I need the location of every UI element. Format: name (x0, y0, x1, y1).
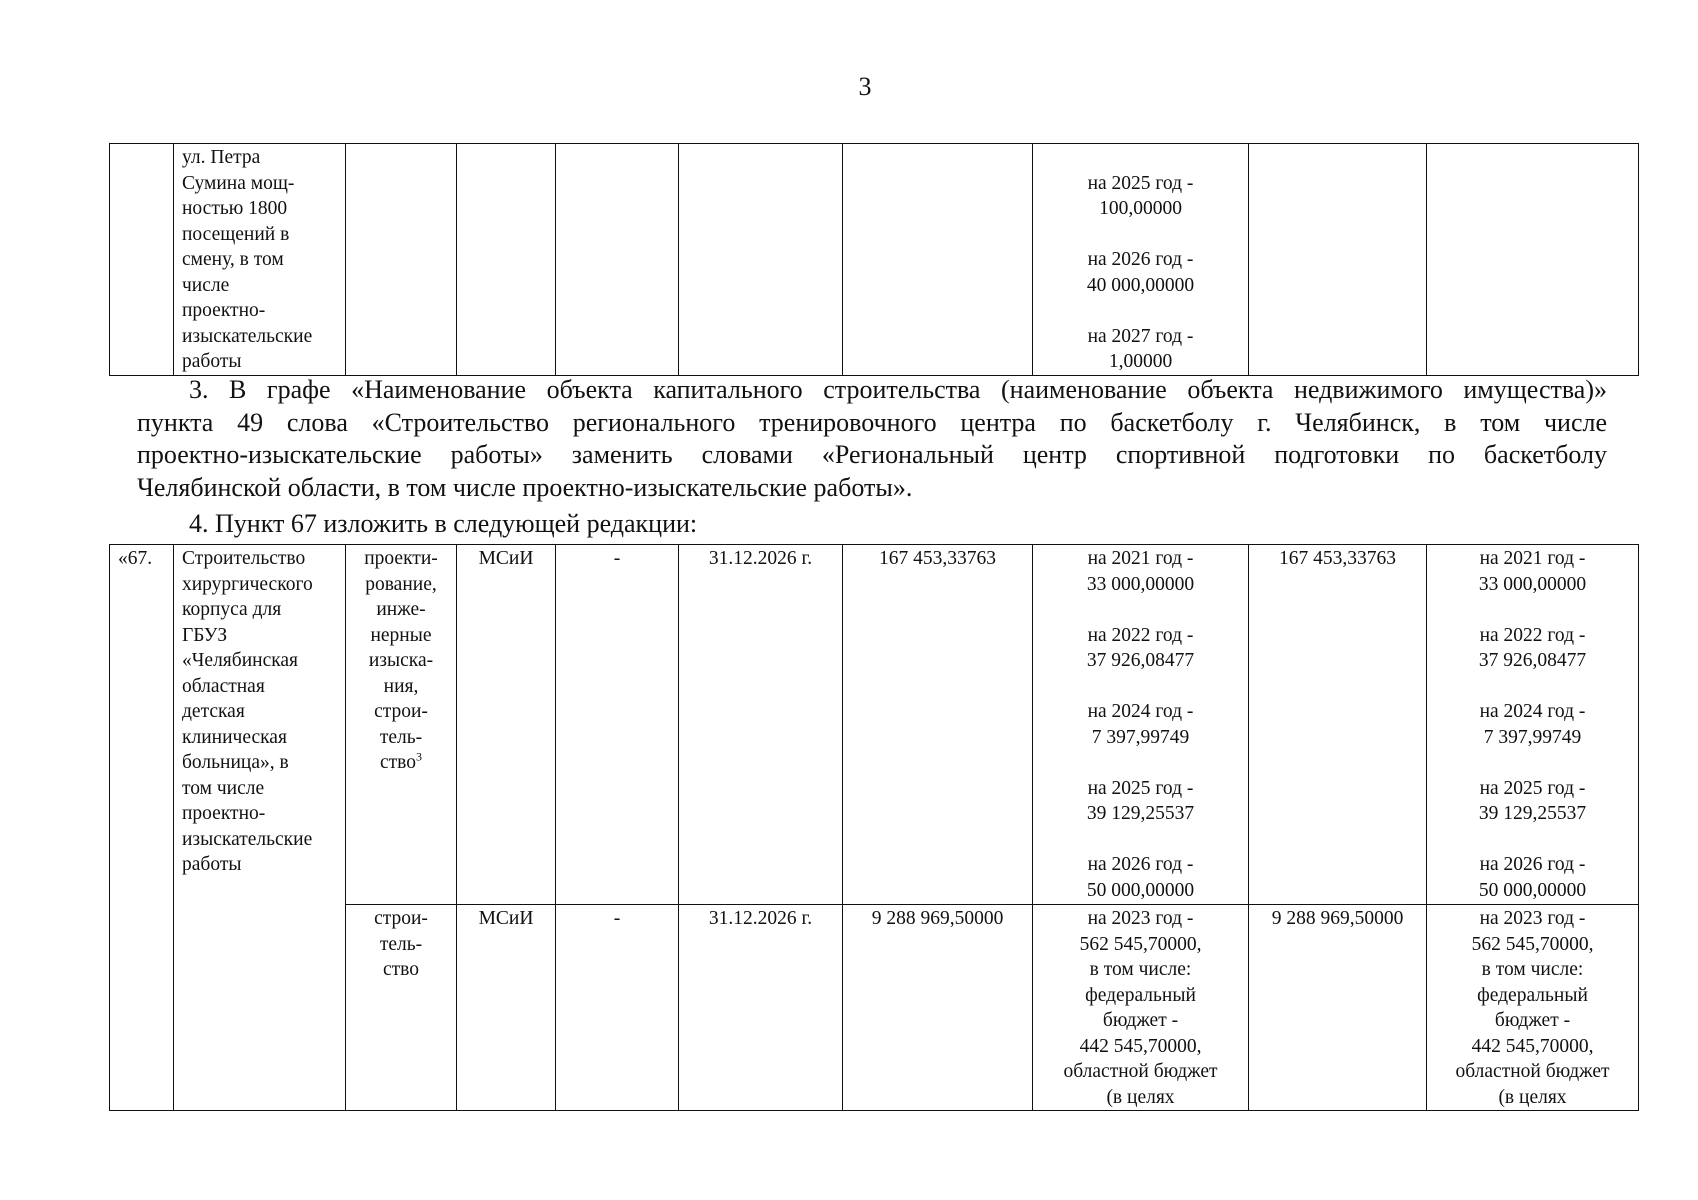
continuation-table (109, 143, 1639, 376)
funding-by-year-cell: на 2021 год - 33 000,00000 на 2022 год - 37 926,08477 на 2024 год - 7 397,99749 на 2025 год - 39 129,25537 на 2026 год - 50 000,00000 (1033, 545, 1249, 905)
total2-cell (1249, 144, 1427, 376)
object-name-cell: ул. Петра Сумина мощ- ностью 1800 посещений в смену, в том числе проектно- изыскательские работы (174, 144, 346, 376)
footnote-marker: 3 (416, 749, 422, 764)
funding-by-year-cell: на 2025 год - 100,00000 на 2026 год - 40 000,00000 на 2027 год - 1,00000 (1033, 144, 1249, 376)
total-cell: 9 288 969,50000 (843, 905, 1033, 1111)
funding2-by-year-cell: на 2023 год - 562 545,70000, в том числе: федеральный бюджет - 442 545,70000, областной бюджет (в целях (1427, 905, 1639, 1111)
total-cell (843, 144, 1033, 376)
paragraph-3: 3. В графе «Наименование объекта капитального строительства (наименование объекта недвижимого имущества)» пункта 49 слова «Строительство регионального тренировочного центра по баскетболу г. Челябинск, в том числе проектно-изыскательские работы» заменить словами «Региональный центр спортивной подготовки по баскетболу Челябинской области, в том числе проектно-изыскательские работы». (137, 375, 1607, 502)
funding2-cell (1427, 144, 1639, 376)
item-67-table (109, 544, 1639, 1111)
agency-cell: МСиИ (457, 905, 556, 1111)
paragraph-4: 4. Пункт 67 изложить в следующей редакции: (189, 509, 698, 538)
object-name-cell: Строительство хирургического корпуса для ГБУЗ «Челябинская областная детская клиническая больница», в том числе проектно- изыскательские работы (174, 545, 346, 1111)
funding2-by-year-cell: на 2021 год - 33 000,00000 на 2022 год - 37 926,08477 на 2024 год - 7 397,99749 на 2025 год - 39 129,25537 на 2026 год - 50 000,00000 (1427, 545, 1639, 905)
agency-cell (457, 144, 556, 376)
total2-cell: 167 453,33763 (1249, 545, 1427, 905)
work-type-cell: строи- тель- ство (346, 905, 457, 1111)
item-number-cell: «67. (110, 545, 174, 1111)
table-row (110, 545, 1639, 905)
date-cell: 31.12.2026 г. (679, 545, 843, 905)
page-number: 3 (858, 72, 872, 101)
work-type-cell: проекти- рование, инже- нерные изыска- ния, строи- тель- ство$^3$ (346, 545, 457, 905)
empty-cell (556, 144, 679, 376)
date-cell (679, 144, 843, 376)
total2-cell: 9 288 969,50000 (1249, 905, 1427, 1111)
work-type-cell (346, 144, 457, 376)
dash-cell: - (556, 905, 679, 1111)
agency-cell: МСиИ (457, 545, 556, 905)
total-cell: 167 453,33763 (843, 545, 1033, 905)
dash-cell: - (556, 545, 679, 905)
funding-by-year-cell: на 2023 год - 562 545,70000, в том числе: федеральный бюджет - 442 545,70000, областной бюджет (в целях (1033, 905, 1249, 1111)
date-cell: 31.12.2026 г. (679, 905, 843, 1111)
item-number-cell (110, 144, 174, 376)
